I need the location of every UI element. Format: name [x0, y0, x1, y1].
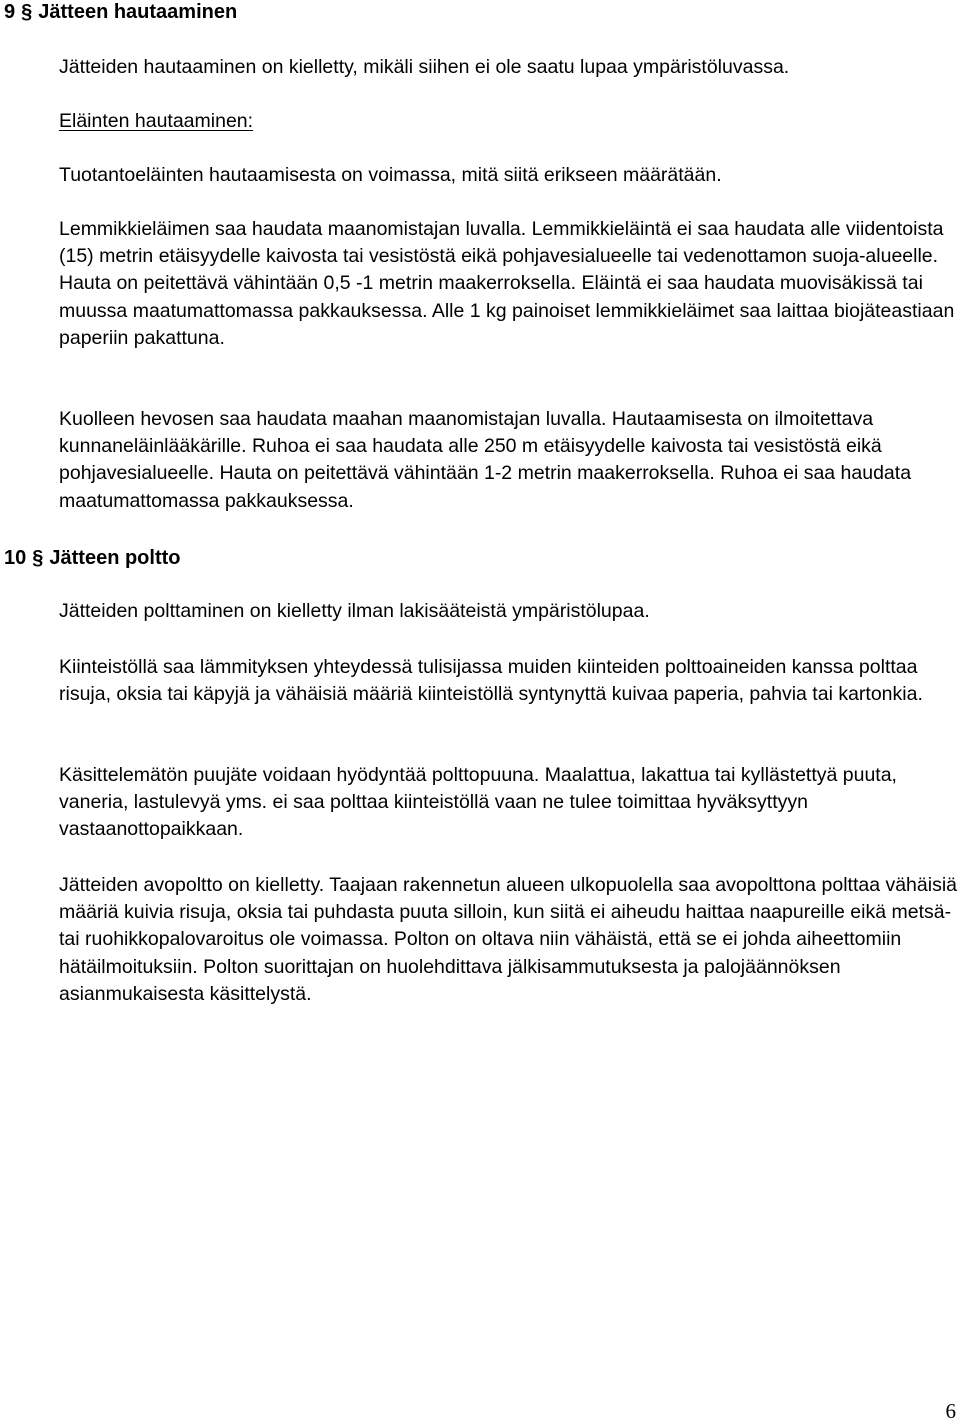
- section-10-paragraph-4: Jätteiden avopoltto on kielletty. Taajaan rakennetun alueen ulkopuolella saa avopolttona polttaa vähäisiä määriä kuivia risuja, oksia tai puhdasta puuta silloin, kun siitä ei aiheudu haittaa naapureille eikä metsä- tai ruohikkopalovaroitus ole voimassa. Polton on oltava niin vähäistä, että se ei johda aiheettomiin hätäilmoituksiin. Polton suorittajan on huolehdittava jälkisammutuksesta ja palojäännöksen asianmukaisesta käsittelystä.: [59, 874, 958, 1005]
- section-9-subheading: [59, 108, 957, 135]
- section-9-title: Jätteen hautaaminen: [38, 1, 238, 23]
- section-10-paragraph-2: Kiinteistöllä saa lämmityksen yhteydessä tulisijassa muiden kiinteiden polttoaineiden kanssa polttaa risuja, oksia tai käpyjä ja vähäisiä määriä kiinteistöllä syntynyttä kuivaa paperia, pahvia tai kartonkia.: [59, 656, 923, 706]
- section-symbol: §: [32, 547, 44, 569]
- section-10-paragraph-3: Käsittelemätön puujäte voidaan hyödyntää polttopuuna. Maalattua, lakattua tai kyllästettyä puuta, vaneria, lastulevyä yms. ei saa polttaa kiinteistöllä vaan ne tulee toimittaa hyväksyttyyn vastaanottopaikkaan.: [59, 764, 897, 841]
- section-9-paragraph-2: Tuotantoeläinten hautaamisesta on voimassa, mitä siitä erikseen määrätään.: [59, 164, 722, 186]
- section-10-number: 10: [4, 547, 27, 569]
- section-9-heading: [4, 0, 237, 24]
- animal-burial-subheading: Eläinten hautaaminen:: [59, 110, 254, 132]
- section-10-title: Jätteen poltto: [49, 547, 181, 569]
- section-10-heading: [4, 546, 181, 570]
- section-9-paragraph-4: Kuolleen hevosen saa haudata maahan maanomistajan luvalla. Hautaamisesta on ilmoitettava kunnaneläinlääkärille. Ruhoa ei saa haudata alle 250 m etäisyydelle kaivosta tai vesistöstä eikä pohjavesialueelle. Hauta on peitettävä vähintään 1-2 metrin maakerroksella. Ruhoa ei saa haudata maatumattomassa pakkauksessa.: [59, 408, 912, 512]
- section-10-paragraph-1: Jätteiden polttaminen on kielletty ilman lakisääteistä ympäristölupaa.: [59, 600, 650, 622]
- section-9-paragraph-1: Jätteiden hautaaminen on kielletty, mikäli siihen ei ole saatu lupaa ympäristöluvassa.: [59, 56, 790, 78]
- page-number: 6: [945, 1399, 956, 1423]
- section-9-paragraph-3: Lemmikkieläimen saa haudata maanomistajan luvalla. Lemmikkieläintä ei saa haudata alle viidentoista (15) metrin etäisyydelle kaivosta tai vesistöstä eikä pohjavesialueelle tai vedenottamon suoja-alueelle. Hauta on peitettävä vähintään 0,5 -1 metrin maakerroksella. Eläintä ei saa haudata muovisäkissä tai muussa maatumattomassa pakkauksessa. Alle 1 kg painoiset lemmikkieläimet saa laittaa biojäteastiaan paperiin pakattuna.: [59, 218, 955, 349]
- section-9-number: 9: [4, 1, 16, 23]
- section-symbol: §: [21, 1, 33, 23]
